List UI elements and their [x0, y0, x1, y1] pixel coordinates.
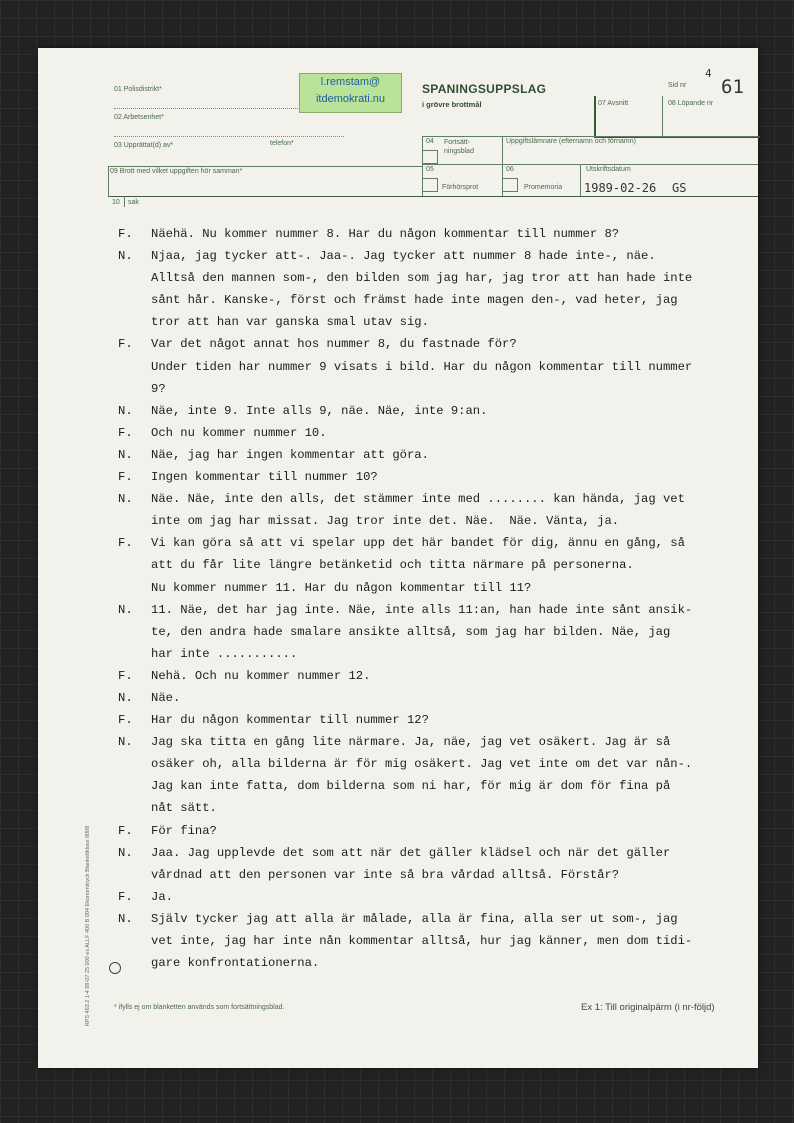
- transcript-line: [118, 554, 718, 576]
- transcript-text: vet inte, jag har inte nån kommentar alltså, hur jag känner, men dom tidi-: [151, 934, 693, 948]
- transcript-text: Vi kan göra så att vi spelar upp det här bandet för dig, ännu en gång, så: [151, 536, 685, 551]
- transcript-text: Alltså den mannen som-, den bilden som jag har, jag tror att han hade inte: [151, 271, 693, 286]
- transcript-line: [118, 665, 718, 687]
- transcript-line: [118, 599, 718, 621]
- form-subtitle: i grövre brottmål: [422, 100, 482, 109]
- field-telefon-label: telefon*: [270, 140, 294, 147]
- speaker-label: N.: [118, 602, 133, 617]
- footer-distribution: Ex 1: Till originalpärm (i nr-följd): [581, 1002, 715, 1013]
- speaker-label: N.: [118, 911, 133, 926]
- transcript-line: [118, 842, 718, 864]
- transcript-text: Jag ska titta en gång lite närmare. Ja, näe, jag vet osäkert. Jag är så: [151, 735, 671, 750]
- transcript-line: [118, 886, 718, 908]
- sid-nr-value: 4: [705, 67, 712, 80]
- stamp-line-1: l.remstam@: [320, 76, 381, 88]
- transcript-text: gare konfrontationerna.: [151, 956, 320, 971]
- speaker-label: N.: [118, 690, 133, 705]
- field-lopande-label: 08 Löpande nr: [668, 100, 714, 107]
- transcript-text: tror att han var ganska smal utav sig.: [151, 315, 429, 330]
- speaker-label: F.: [118, 425, 133, 440]
- speaker-label: F.: [118, 470, 133, 485]
- speaker-label: N.: [118, 845, 133, 860]
- transcript-line: [118, 643, 718, 665]
- speaker-label: N.: [118, 735, 133, 750]
- transcript-body: [118, 223, 718, 974]
- transcript-line: [118, 577, 718, 599]
- transcript-text: vårdnad att den personen var inte så bra vårdad alltså. Förstår?: [151, 867, 620, 882]
- field-upprattat-label: 03 Upprättat(d) av*: [114, 142, 174, 149]
- transcript-text: Själv tycker jag att alla är målade, alla är fina, alla ser ut som-, jag: [151, 911, 678, 926]
- transcript-text: För fina?: [151, 823, 217, 838]
- email-stamp: [299, 73, 402, 113]
- field-fortsatt-label: Fortsätt- ningsblad: [444, 139, 474, 155]
- divider: [662, 96, 663, 136]
- transcript-text: Näehä. Nu kommer nummer 8. Har du någon kommentar till nummer 8?: [151, 227, 620, 241]
- transcript-line: [118, 444, 718, 466]
- field-04-label: 04: [426, 138, 434, 145]
- transcript-line: [118, 400, 718, 422]
- transcript-text: Har du någon kommentar till nummer 12?: [151, 713, 429, 728]
- transcript-line: [118, 311, 718, 333]
- transcript-line: [118, 864, 718, 886]
- transcript-line: [118, 753, 718, 775]
- transcript-line: [118, 245, 718, 267]
- transcript-text: Jag kan inte fatta, dom bilderna som ni har, för mig är dom för fina på: [151, 779, 671, 794]
- divider: [124, 197, 125, 207]
- transcript-text: osäker oh, alla bilderna är för mig osäkert. Jag vet inte om det var nån-.: [151, 757, 693, 772]
- transcript-text: 9?: [151, 381, 166, 396]
- transcript-line: [118, 333, 718, 355]
- transcript-line: [118, 930, 718, 952]
- field-brott-label: 09 Brott med vilket uppgiften hör samman*: [110, 168, 243, 175]
- field-10-label: 10: [112, 199, 120, 206]
- transcript-text: har inte ...........: [151, 646, 298, 661]
- field-sak-label: sak: [128, 199, 139, 206]
- sid-nr-label: Sid nr: [668, 82, 687, 89]
- speaker-label: N.: [118, 403, 133, 418]
- transcript-text: 11. Näe, det har jag inte. Näe, inte alls 11:an, han hade inte sånt ansik-: [151, 602, 693, 617]
- field-forhorsprot-label: Förhörsprot: [442, 184, 479, 191]
- transcript-line: [118, 797, 718, 819]
- divider: [108, 196, 758, 197]
- initials-value: GS: [672, 181, 687, 195]
- transcript-line: [118, 709, 718, 731]
- transcript-text: nåt sätt.: [151, 801, 217, 816]
- speaker-label: F.: [118, 889, 133, 904]
- speaker-label: F.: [118, 668, 133, 683]
- transcript-line: [118, 532, 718, 554]
- fortsatt-checkbox: [422, 150, 438, 164]
- transcript-line: [118, 378, 718, 400]
- divider: [422, 164, 758, 165]
- transcript-line: [118, 422, 718, 444]
- transcript-line: [118, 820, 718, 842]
- form-sheet: [38, 48, 758, 1068]
- transcript-text: Under tiden har nummer 9 visats i bild. Har du någon kommentar till nummer: [151, 359, 693, 374]
- transcript-line: [118, 731, 718, 753]
- divider: [108, 166, 422, 167]
- transcript-text: Näe. Näe, inte den alls, det stämmer inte med ........ kan hända, jag vet: [151, 492, 685, 507]
- transcript-line: [118, 289, 718, 311]
- forhorsprot-checkbox: [422, 178, 438, 192]
- speaker-label: N.: [118, 492, 133, 507]
- transcript-text: Njaa, jag tycker att-. Jaa-. Jag tycker att nummer 8 hade inte-, näe.: [151, 249, 656, 264]
- transcript-line: [118, 267, 718, 289]
- field-arbetsenhet-label: 02 Arbetsenhet*: [114, 114, 164, 121]
- transcript-line: [118, 952, 718, 974]
- field-avsnitt-label: 07 Avsnitt: [598, 100, 629, 107]
- transcript-text: Var det något annat hos nummer 8, du fastnade för?: [151, 337, 517, 352]
- divider: [114, 136, 344, 137]
- transcript-line: [118, 775, 718, 797]
- transcript-text: te, den andra hade smalare ansikte alltså, som jag har bilden. Näe, jag: [151, 624, 671, 639]
- footer-note: * ifylls ej om blanketten används som fortsättningsblad.: [114, 1004, 285, 1011]
- transcript-text: sånt hår. Kanske-, först och främst hade inte magen den-, vad heter, jag: [151, 293, 678, 308]
- speaker-label: F.: [118, 227, 133, 241]
- transcript-line: [118, 687, 718, 709]
- transcript-text: Nehä. Och nu kommer nummer 12.: [151, 668, 371, 683]
- divider: [108, 166, 109, 196]
- field-06-label: 06: [506, 166, 514, 173]
- field-05-label: 05: [426, 166, 434, 173]
- field-uppgiftslamnare-label: Uppgiftslämnare (efternamn och förnamn): [506, 138, 636, 145]
- transcript-text: inte om jag har missat. Jag tror inte det. Näe. Näe. Vänta, ja.: [151, 514, 620, 529]
- transcript-line: [118, 488, 718, 510]
- transcript-line: [118, 466, 718, 488]
- speaker-label: F.: [118, 337, 133, 352]
- transcript-line: [118, 223, 718, 245]
- speaker-label: N.: [118, 447, 133, 462]
- transcript-text: Näe, inte 9. Inte alls 9, näe. Näe, inte 9:an.: [151, 403, 488, 418]
- divider: [422, 136, 758, 137]
- transcript-line: [118, 510, 718, 532]
- circle-mark: [109, 962, 121, 974]
- transcript-text: Jaa. Jag upplevde det som att när det gäller klädsel och när det gäller: [151, 845, 671, 860]
- transcript-text: Ja.: [151, 889, 173, 904]
- speaker-label: F.: [118, 823, 133, 838]
- stamp-line-2: itdemokrati.nu: [315, 93, 386, 105]
- field-polisdistrikt-label: 01 Polisdistrikt*: [114, 86, 162, 93]
- transcript-text: Nu kommer nummer 11. Har du någon kommentar till 11?: [151, 580, 532, 595]
- side-print-text: RPS 463.2 1-4 88-07 25 000 ex ALLF 400 B 004 Ekonomitryck Blankettkloss 8008: [85, 825, 91, 1027]
- transcript-text: Näe, jag har ingen kommentar att göra.: [151, 447, 429, 462]
- transcript-text: Och nu kommer nummer 10.: [151, 425, 327, 440]
- transcript-line: [118, 356, 718, 378]
- transcript-text: Ingen kommentar till nummer 10?: [151, 470, 378, 485]
- form-title: SPANINGSUPPSLAG: [422, 82, 547, 96]
- speaker-label: N.: [118, 249, 133, 264]
- transcript-line: [118, 908, 718, 930]
- date-value: 1989-02-26: [584, 181, 657, 195]
- page-number: 61: [721, 76, 744, 98]
- speaker-label: F.: [118, 536, 133, 551]
- transcript-text: Näe.: [151, 690, 181, 705]
- speaker-label: F.: [118, 713, 133, 728]
- divider: [580, 164, 581, 196]
- promemoria-checkbox: [502, 178, 518, 192]
- field-utskriftsdatum-label: Utskriftsdatum: [586, 166, 631, 173]
- field-promemoria-label: Promemoria: [524, 184, 563, 191]
- transcript-text: att du får lite längre betänketid och titta närmare på personerna.: [151, 558, 634, 573]
- transcript-line: [118, 621, 718, 643]
